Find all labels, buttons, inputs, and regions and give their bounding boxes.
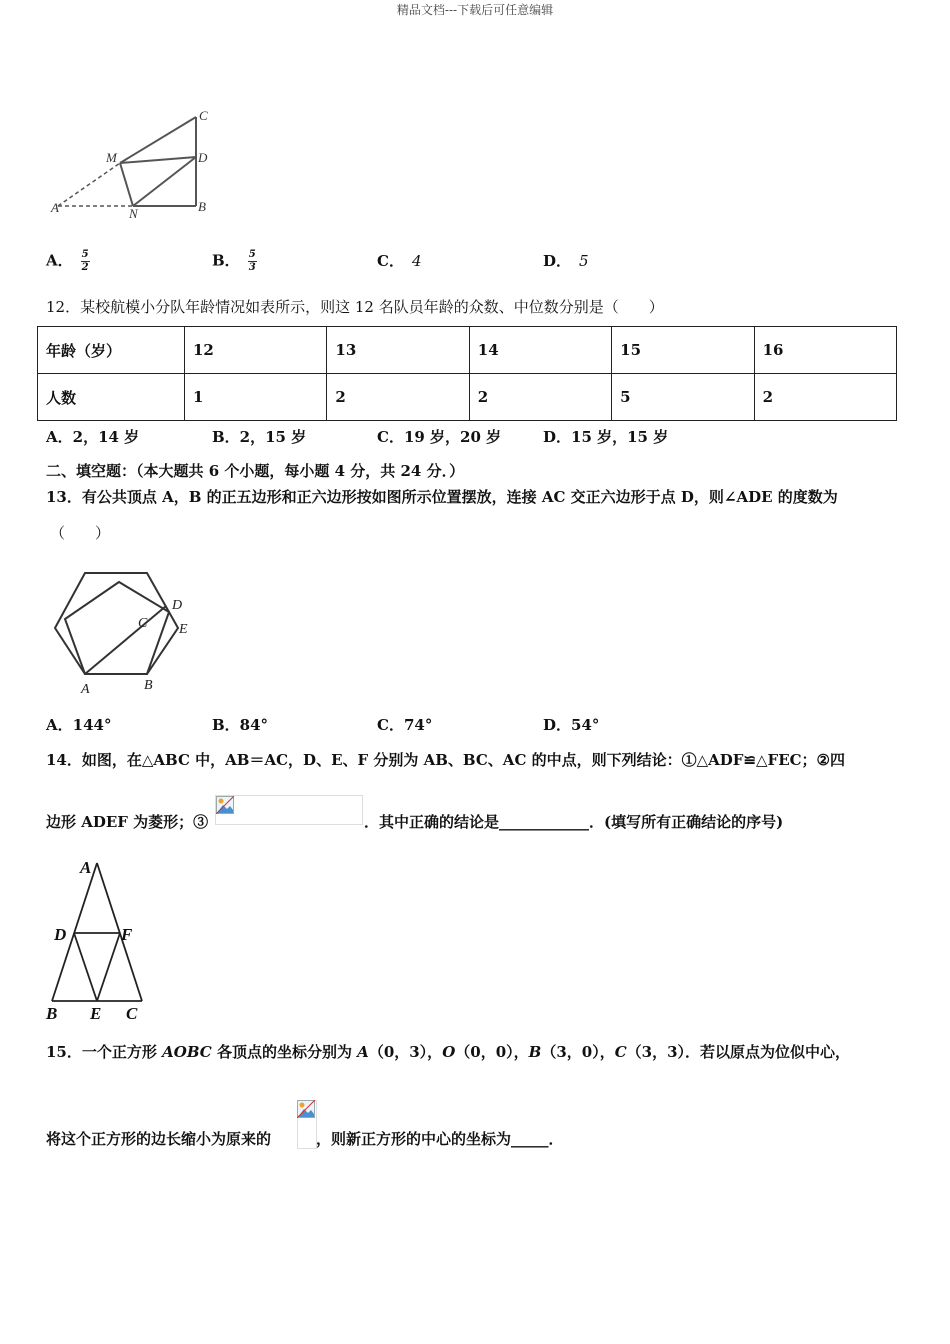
q13-option-d: D．54° <box>543 716 600 734</box>
q14-label-b: B <box>46 1004 58 1023</box>
q13-label-c: C <box>138 616 148 631</box>
q15-line1: 15．一个正方形 AOBC 各顶点的坐标分别为 A（0，3），O（0，0），B（3，0），C（3，3）．若以原点为位似中心， <box>46 1043 851 1061</box>
q12-option-a: A．2，14 岁 <box>46 428 140 446</box>
q14-label-c: C <box>126 1004 138 1023</box>
broken-image-icon <box>297 1100 315 1118</box>
q13-label-b: B <box>144 678 153 693</box>
table-row <box>38 374 897 421</box>
table-cell: 13 <box>327 327 469 374</box>
q14-line2-start: 边形 ADEF 为菱形；③ <box>46 813 209 831</box>
q12-option-b: B．2，15 岁 <box>212 428 307 446</box>
q11-label-b: B <box>198 199 206 214</box>
q14-line1: 14．如图，在△ABC 中，AB＝AC，D、E、F 分别为 AB、BC、AC 的中点，则下列结论：①△ADF≌△FEC；②四 <box>46 751 846 769</box>
table-cell: 人数 <box>38 374 185 421</box>
table-cell: 14 <box>469 327 611 374</box>
q11-option-c: C． 4 <box>377 252 422 270</box>
table-cell: 1 <box>185 374 327 421</box>
q11-option-a: A． $\frac{5}{2}$ <box>46 249 89 273</box>
q14-embedded-image <box>215 795 363 825</box>
q12-age-table <box>37 326 897 421</box>
q14-figure <box>40 855 160 1025</box>
q11-label-n: N <box>129 206 138 220</box>
q13-option-c: C．74° <box>377 716 433 734</box>
q13-figure <box>50 565 200 700</box>
table-row <box>38 327 897 374</box>
table-cell: 2 <box>469 374 611 421</box>
table-cell: 5 <box>612 374 754 421</box>
q12-option-d: D．15 岁，15 岁 <box>543 428 669 446</box>
q13-label-e: E <box>179 622 188 637</box>
q14-line2-end: ．其中正确的结论是____________．(填写所有正确结论的序号) <box>364 813 784 831</box>
q13-option-a: A．144° <box>46 716 112 734</box>
table-cell: 2 <box>327 374 469 421</box>
q11-option-d: D． 5 <box>543 252 589 270</box>
q15-line2-end: ，则新正方形的中心的坐标为_____． <box>316 1130 564 1148</box>
q14-label-e: E <box>90 1004 102 1023</box>
q11-label-a: A <box>51 200 59 215</box>
q14-label-f: F <box>121 925 133 944</box>
q13-option-b: B．84° <box>212 716 269 734</box>
table-cell: 15 <box>612 327 754 374</box>
q13-label-a: A <box>81 682 90 697</box>
broken-image-icon <box>216 796 234 814</box>
table-cell: 2 <box>754 374 896 421</box>
table-cell: 年龄（岁） <box>38 327 185 374</box>
q15-line2-start: 将这个正方形的边长缩小为原来的 <box>46 1130 272 1148</box>
q11-label-d: D <box>198 150 208 165</box>
q11-label-c: C <box>199 108 208 123</box>
q13-label-d: D <box>172 598 183 613</box>
q13-stem: 13．有公共顶点 A，B 的正五边形和正六边形按如图所示位置摆放，连接 AC 交正六边形于点 D，则∠ADE 的度数为 <box>46 488 838 506</box>
q12-stem: 12．某校航模小分队年龄情况如表所示，则这 12 名队员年龄的众数、中位数分别是（ ） <box>46 298 664 316</box>
page-header: 精品文档---下载后可任意编辑 <box>396 3 554 17</box>
section-heading: 二、填空题：（本大题共 6 个小题，每小题 4 分，共 24 分．） <box>46 462 465 480</box>
q12-option-c: C．19 岁，20 岁 <box>377 428 502 446</box>
q11-label-m: M <box>106 150 117 165</box>
q11-option-b: B． $\frac{5}{3}$ <box>212 249 256 273</box>
q11-figure <box>40 105 230 220</box>
table-cell: 16 <box>754 327 896 374</box>
q14-label-a: A <box>80 858 92 877</box>
table-cell: 12 <box>185 327 327 374</box>
q14-label-d: D <box>54 925 67 944</box>
q13-paren: （ ） <box>50 524 111 542</box>
